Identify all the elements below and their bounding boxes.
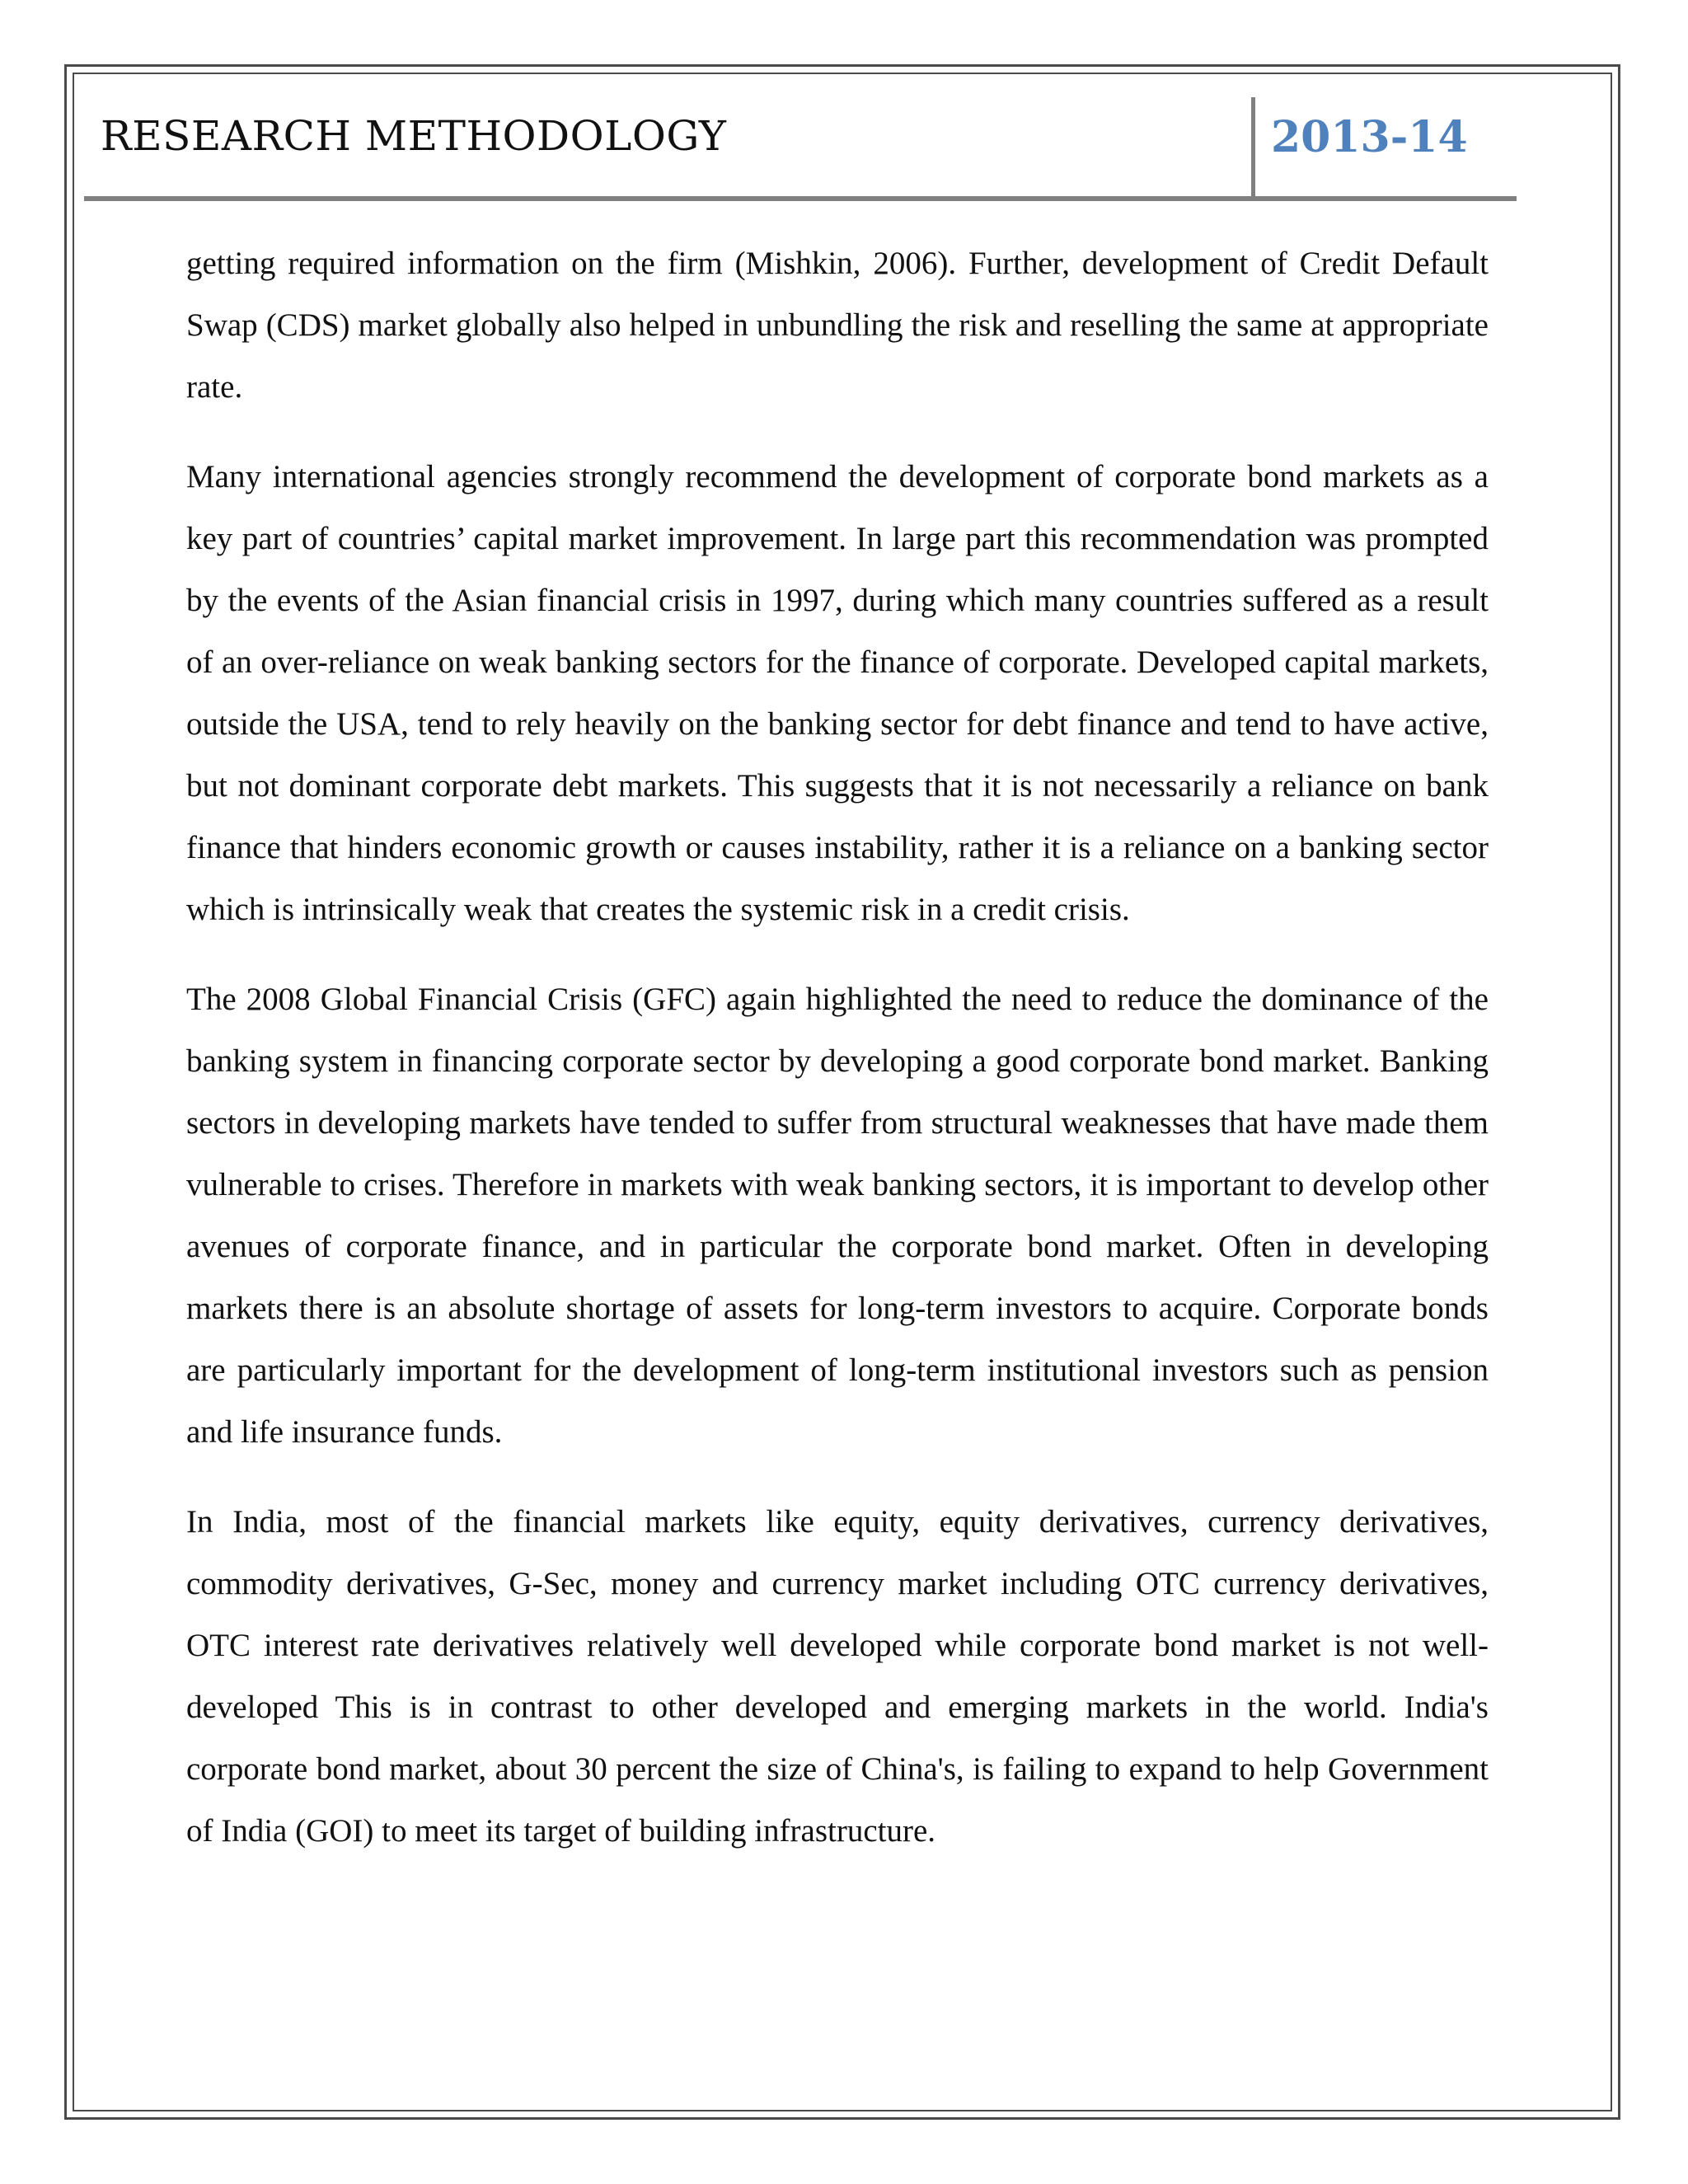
body-text	[186, 232, 1489, 1890]
header-rule	[84, 196, 1517, 201]
page-header	[84, 97, 1517, 201]
paragraph: Many international agencies strongly recommend the development of corporate bond markets as a key part of countries’ capital market improvement. In large part this recommendation was prompted by the events of the Asian financial crisis in 1997, during which many countries suffered as a result of an over-reliance on weak banking sectors for the finance of corporate. Developed capital markets, outside the USA, tend to rely heavily on the banking sector for debt finance and tend to have active, but not dominant corporate debt markets. This suggests that it is not necessarily a reliance on bank finance that hinders economic growth or causes instability, rather it is a reliance on a banking sector which is intrinsically weak that creates the systemic risk in a credit crisis.	[186, 459, 1489, 927]
header-title: RESEARCH METHODOLOGY	[101, 112, 727, 160]
paragraph: getting required information on the firm (Mishkin, 2006). Further, development of Credit Default Swap (CDS) market globally also helped in unbundling the risk and reselling the same at appropriate rate.	[186, 246, 1489, 405]
paragraph: The 2008 Global Financial Crisis (GFC) again highlighted the need to reduce the dominance of the banking system in financing corporate sector by developing a good corporate bond market. Banking sectors in developing markets have tended to suffer from structural weaknesses that have made them vulnerable to crises. Therefore in markets with weak banking sectors, it is important to develop other avenues of corporate finance, and in particular the corporate bond market. Often in developing markets there is an absolute shortage of assets for long-term investors to acquire. Corporate bonds are particularly important for the development of long-term institutional investors such as pension and life insurance funds.	[186, 982, 1489, 1450]
paragraph: In India, most of the financial markets like equity, equity derivatives, currency derivatives, commodity derivatives, G-Sec, money and currency market including OTC currency derivatives, OTC interest rate derivatives relatively well developed while corporate bond market is not well-developed This is in contrast to other developed and emerging markets in the world. India's corporate bond market, about 30 percent the size of China's, is failing to expand to help Government of India (GOI) to meet its target of building infrastructure.	[186, 1504, 1489, 1849]
header-year: 2013-14	[1271, 112, 1468, 162]
header-divider	[1251, 97, 1255, 196]
